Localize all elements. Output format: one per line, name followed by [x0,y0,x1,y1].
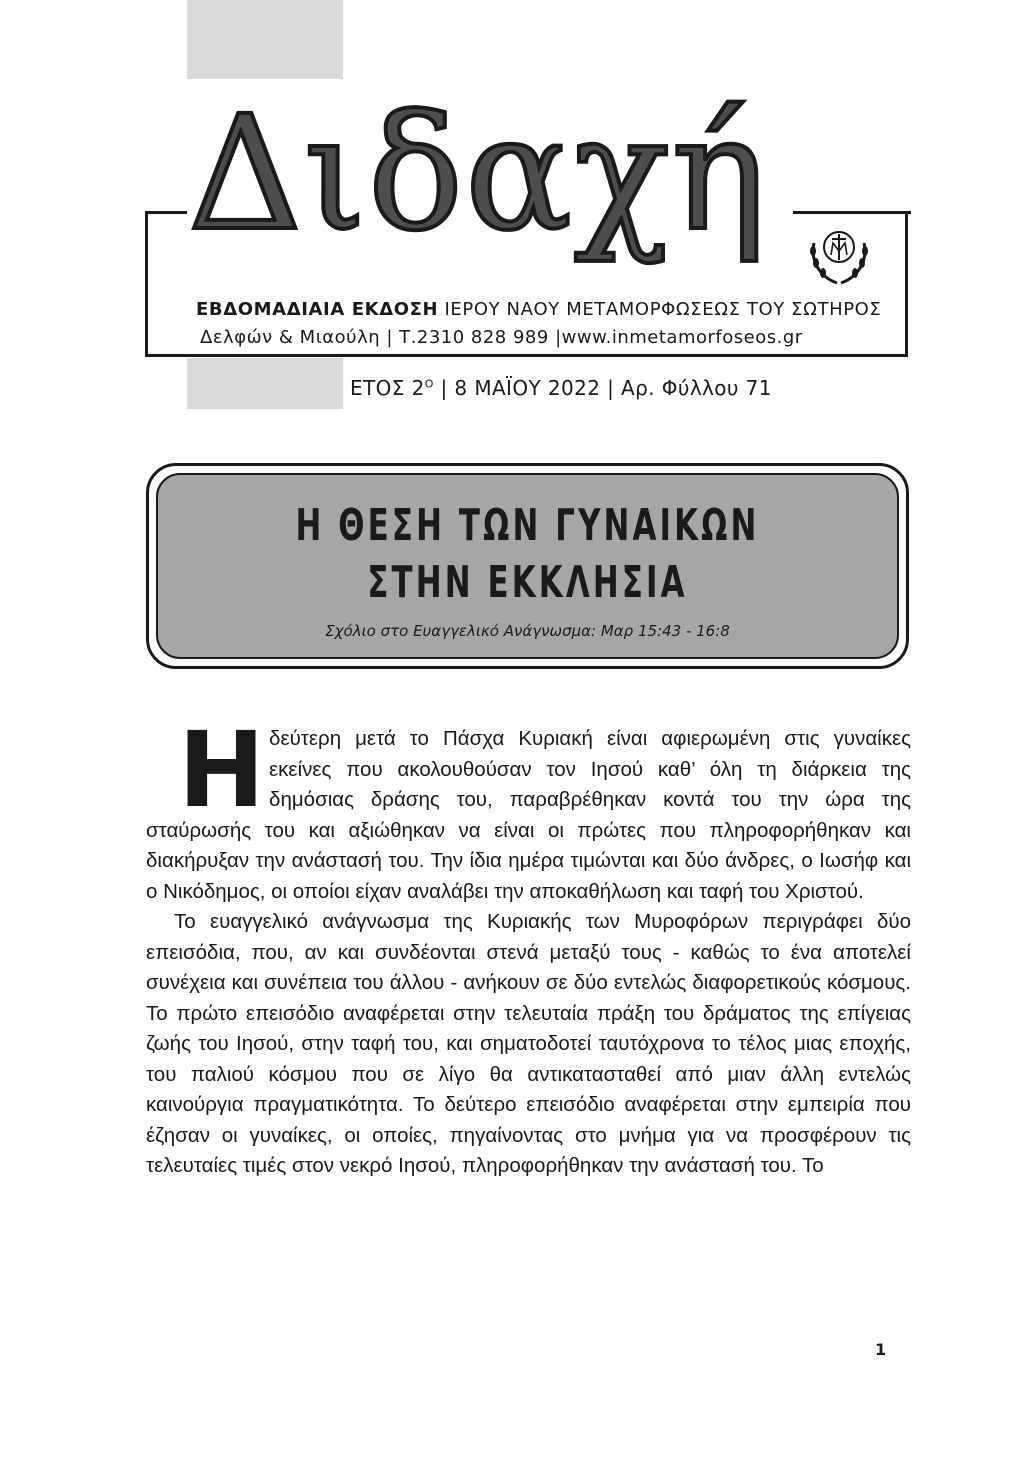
decorative-gray-bar-top [187,0,343,79]
drop-cap: Η [178,709,266,831]
page-number: 1 [875,1340,887,1359]
article-paragraph-2: Το ευαγγελικό ανάγνωσμα της Κυριακής των Μυροφόρων περιγράφει δύο επεισόδια, που, αν και συνδέονται στενά μεταξύ τους - καθώς το ένα αποτελεί συνέχεια και συνέπεια του άλλου - ανήκουν σε δύο εντελώς διαφορετικούς κόσμους. Το πρώτο επεισόδιο αναφέρεται στην τελευταία πράξη του δράματος της επίγειας ζωής του Ιησού, στην ταφή του, και σηματοδοτεί ταυτόχρονα το τέλος μιας εποχής, του παλιού κόσμου που σε λίγο θα αντικατασταθεί από μιαν άλλη εντελώς καινούργια πραγματικότητα. Το δεύτερο επεισόδιο αναφέρεται στην εμπειρία που έζησαν οι γυναίκες, οι οποίες, πηγαίνοντας στο μνήμα για να προσφέρουν τις τελευταίες τιμές στον νεκρό Ιησού, πληροφορήθηκαν την ανάστασή του. Το [146,910,911,1177]
issue-info: ΕΤΟΣ $2^O$ | 8 ΜΑΪΟΥ 2022 | Αρ. Φύλλου 71 [350,376,772,400]
newsletter-logo-title: Διδαχή [188,82,769,266]
publication-description: ΕΒΔΟΜΑΔΙΑΙΑ ΕΚΔΟΣΗ ΙΕΡΟΥ ΝΑΟΥ ΜΕΤΑΜΟΡΦΩΣΕΩΣ ΤΟΥ ΣΩΤΗΡΟΣ [196,299,882,320]
article-title-line1: Η ΘΕΣΗ ΤΩΝ ΓΥΝΑΙΚΩΝ [295,500,760,551]
article-subtitle: Σχόλιο στο Ευαγγελικό Ανάγνωσμα: Μαρ 15:43 - 16:8 [325,622,730,640]
article-title-box [146,463,909,669]
contact-info: Δελφών & Μιαούλη | Τ.2310 828 989 |www.inmetamorfoseos.gr [200,327,803,348]
article-paragraph-1: Η δεύτερη μετά το Πάσχα Κυριακή είναι αφιερωμένη στις γυναίκες εκείνες που ακολουθούσαν τον Ιησού καθ’ όλη τη διάρκεια της δημόσιας δράσης του, παραβρέθηκαν κοντά του την ώρα της σταύρωσής του και αξιώθηκαν να είναι οι πρώτες που πληροφορήθηκαν και διακήρυξαν την ανάστασή του. Την ίδια ημέρα τιμώνται και δύο άνδρες, ο Ιωσήφ και ο Νικόδημος, οι οποίοι είχαν αναλάβει την αποκαθήλωση και ταφή του Χριστού. [146,709,911,903]
masthead-frame-top-left [145,211,187,214]
article-body [146,709,911,1182]
church-emblem-icon [800,213,878,291]
decorative-gray-bar-bottom [187,358,343,409]
article-title-line2: ΣΤΗΝ ΕΚΚΛΗΣΙΑ [367,557,688,608]
article-title-inner [156,473,899,659]
